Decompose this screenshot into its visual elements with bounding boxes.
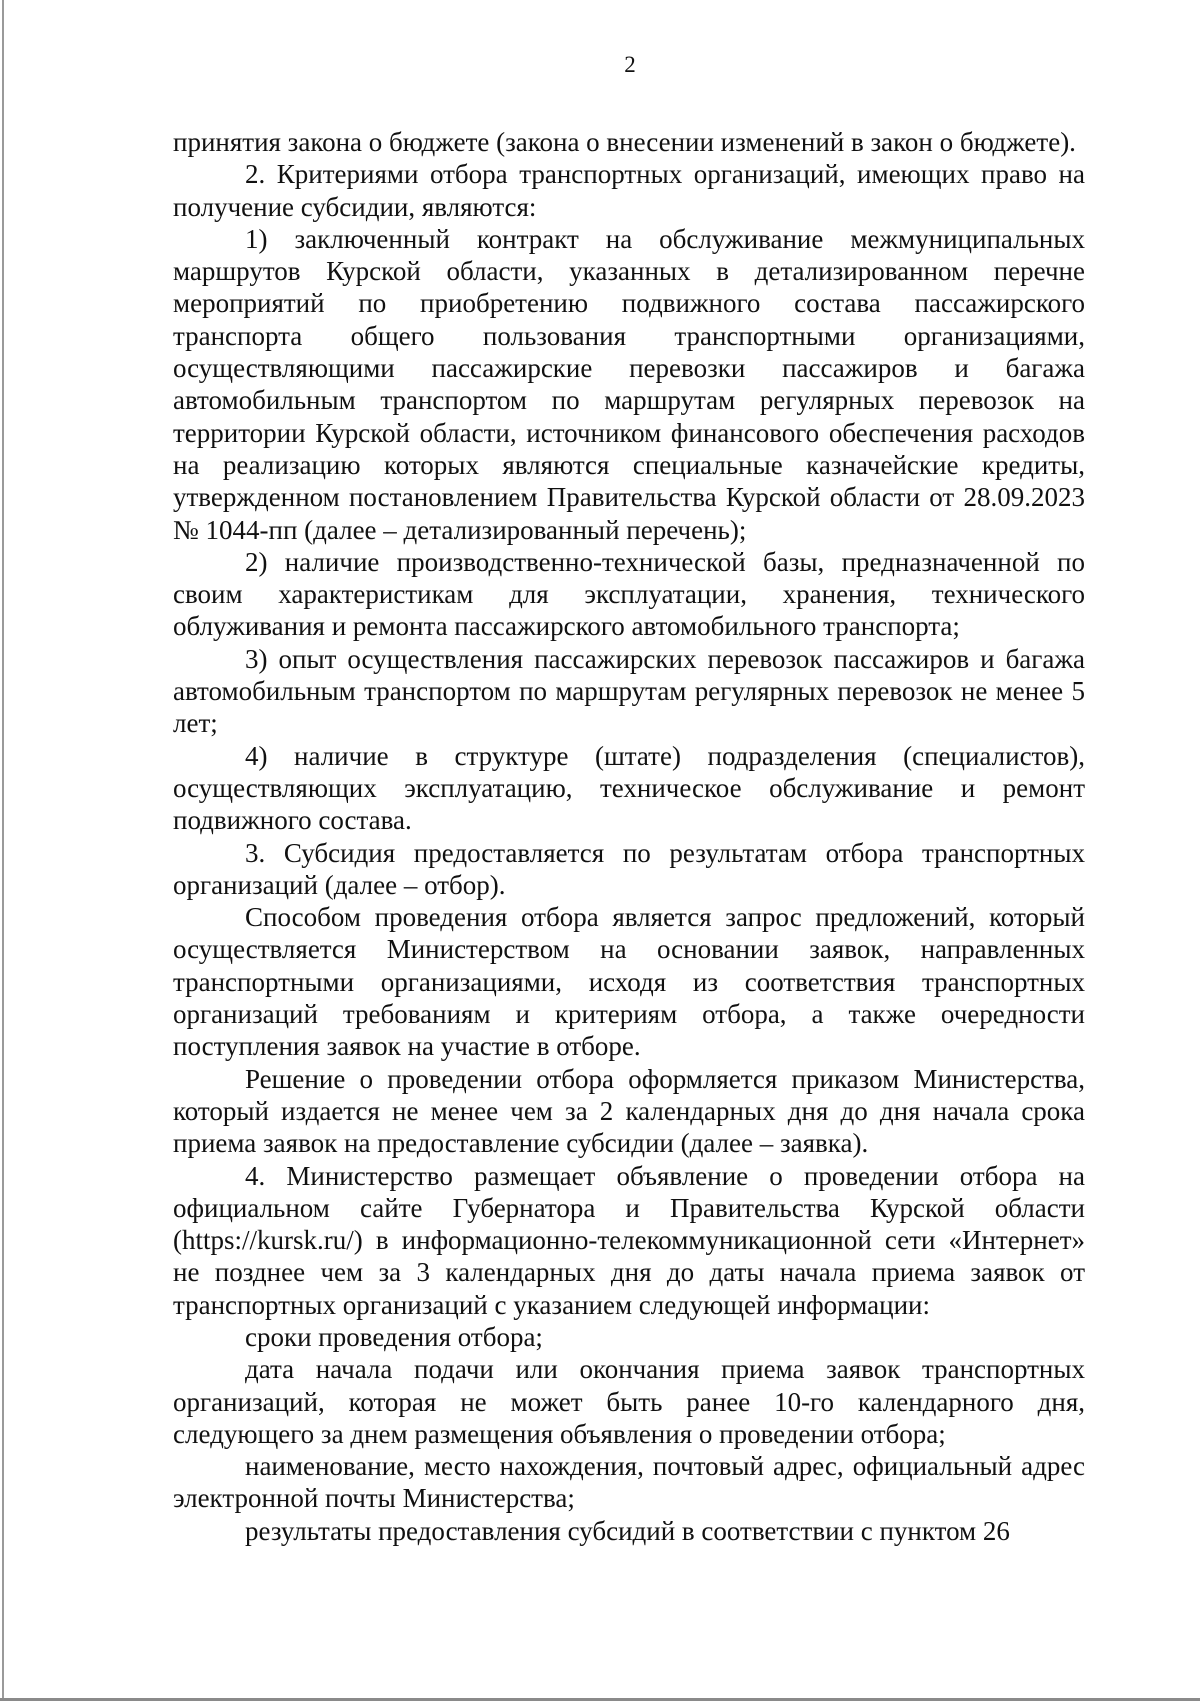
paragraph-criterion-1: 1) заключенный контракт на обслуживание межмуниципальных маршрутов Курской области, указанных в детализированном перечне мероприятий по приобретению подвижного состава пассажирского транспорта общего пользования транспортными организациями, осуществляющими пассажирские перевозки пассажиров и багажа автомобильным транспортом по маршрутам регулярных перевозок на территории Курской области, источником финансового обеспечения расходов на реализацию которых являются специальные казначейские кредиты, утвержденном постановлением Правительства Курской области от 28.09.2023 № 1044-пп (далее – детализированный перечень); — [173, 223, 1085, 545]
paragraph-selection-dates: сроки проведения отбора; — [245, 1321, 543, 1352]
paragraph-criterion-3: 3) опыт осуществления пассажирских перевозок пассажиров и багажа автомобильным транспортом по маршрутам регулярных перевозок не менее 5 лет; — [173, 643, 1085, 739]
paragraph-subsidy-results: результаты предоставления субсидий в соответствии с пунктом 26 — [245, 1515, 1010, 1546]
paragraph-application-dates: дата начала подачи или окончания приема заявок транспортных организаций, которая не может быть ранее 10-го календарного дня, следующего за днем размещения объявления о проведении отбора; — [173, 1354, 1085, 1449]
paragraph-ministry-contacts: наименование, место нахождения, почтовый адрес, официальный адрес электронной почты Министерства; — [173, 1451, 1085, 1514]
page-number: 2 — [624, 52, 636, 77]
paragraph-criterion-2: 2) наличие производственно-технической базы, предназначенной по своим характеристикам для эксплуатации, хранения, технического облуживания и ремонта пассажирского автомобильного транспорта; — [173, 546, 1085, 642]
paragraph-budget-law: принятия закона о бюджете (закона о внесении изменений в закон о бюджете). — [173, 127, 1076, 157]
paragraph-selection-decision: Решение о проведении отбора оформляется приказом Министерства, который издается не менее чем за 2 календарных дня до дня начала срока приема заявок на предоставление субсидии (далее – заявка). — [173, 1063, 1085, 1159]
paragraph-subsidy-by-selection: 3. Субсидия предоставляется по результатам отбора транспортных организаций (далее – отбор). — [173, 837, 1085, 900]
document-body — [173, 126, 1085, 1547]
paragraph-criterion-4: 4) наличие в структуре (штате) подразделения (специалистов), осуществляющих эксплуатацию, техническое обслуживание и ремонт подвижного состава. — [173, 740, 1085, 836]
paragraph-selection-method: Способом проведения отбора является запрос предложений, который осуществляется Министерством на основании заявок, направленных транспортными организациями, исходя из соответствия транспортных организаций требованиям и критериям отбора, а также очередности поступления заявок на участие в отборе. — [173, 902, 1085, 1062]
scan-left-edge — [2, 0, 4, 1701]
paragraph-announcement: 4. Министерство размещает объявление о проведении отбора на официальном сайте Губернатора и Правительства Курской области (https://kursk.ru/) в информационно-телекоммуникационной сети «Интернет» не позднее чем за 3 календарных дня до даты начала приема заявок от транспортных организаций с указанием следующей информации: — [173, 1160, 1085, 1320]
paragraph-selection-criteria: 2. Критериями отбора транспортных организаций, имеющих право на получение субсидии, являются: — [173, 159, 1085, 222]
